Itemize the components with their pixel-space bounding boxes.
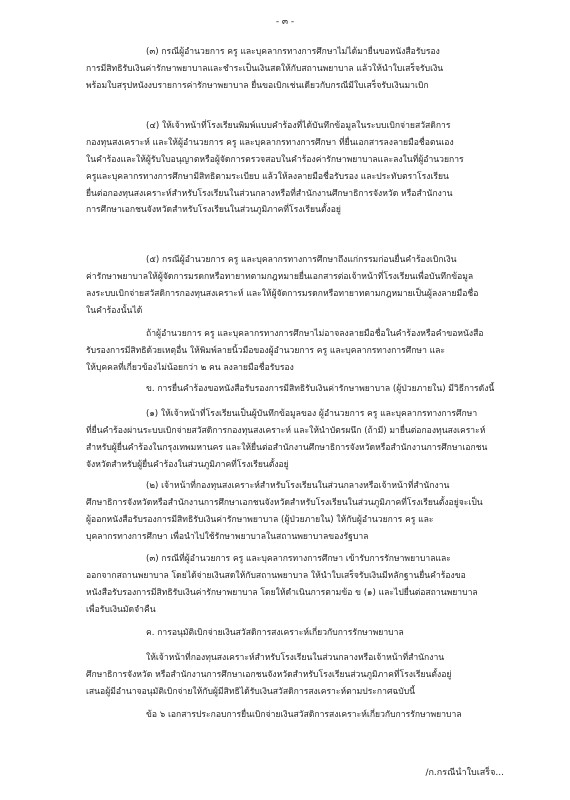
text-line: ในคำร้องและให้ผู้รับใบอนุญาตหรือผู้จัดการตรวจสอบในคำร้องค่ารักษาพยาบาลและลงในที่ผู้อำนวยการ: [86, 154, 464, 165]
paragraph-2: [86, 118, 506, 219]
text-line: ศึกษาธิการจังหวัด หรือสำนักงานการศึกษาเอกชนจังหวัดสำหรับโรงเรียนส่วนภูมิภาคที่โรงเรียนตั้งอยู่: [86, 669, 452, 680]
text-line: ยื่นต่อกองทุนสงเคราะห์สำหรับโรงเรียนในส่วนกลางหรือที่สำนักงานศึกษาธิการจังหวัด หรือสำนักงาน: [86, 188, 453, 199]
text-line: รับรองการมีสิทธิด้วยเหตุอื่น ให้พิมพ์ลายนิ้วมือของผู้อำนวยการ ครู และบุคลากรทางการศึกษา และ: [86, 345, 446, 356]
text-line: หนังสือรับรองการมีสิทธิรับเงินค่ารักษาพยาบาล โดยให้ดำเนินการตามข้อ ข (๑) และไปยื่นต่อสถานพยาบาล: [86, 587, 478, 598]
text-line: ลงระบบเบิกจ่ายสวัสดิการกองทุนสงเคราะห์ และให้ผู้จัดการมรดกหรือทายาทตามกฎหมายเป็นผู้ลงลายมือชื่อ: [86, 288, 479, 299]
text-line: พร้อมใบสรุปหนังงบรายการค่ารักษาพยาบาล ยื่นขอเบิกเช่นเดียวกับกรณีมีใบเสร็จรับเงินมาเบิก: [86, 80, 429, 91]
section-heading-c: [86, 625, 506, 642]
section-heading-b: [86, 381, 506, 398]
text-line: การมีสิทธิรับเงินค่ารักษาพยาบาลและชำระเป็นเงินสดให้กับสถานพยาบาล แล้วให้นำใบเสร็จรับเงิน: [86, 63, 444, 74]
text-line: ออกจากสถานพยาบาล โดยได้จ่ายเงินสดให้กับสถานพยาบาล ให้นำใบเสร็จรับเงินมีหลักฐานยื่นคำร้องขอ: [86, 570, 466, 581]
paragraph-3: [86, 252, 506, 320]
text-line: เพื่อรับเงินมัดจำคืน: [86, 604, 156, 615]
text-line: การศึกษาเอกชนจังหวัดสำหรับโรงเรียนในส่วนภูมิภาคที่โรงเรียนตั้งอยู่: [86, 205, 341, 216]
text-line: ศึกษาธิการจังหวัดหรือสำนักงานการศึกษาเอกชนจังหวัดสำหรับโรงเรียนในส่วนภูมิภาคที่โรงเรียนตั้งอยู่จะเป็น: [86, 497, 483, 508]
paragraph-b1: [86, 406, 506, 474]
text-line: สำหรับผู้ยื่นคำร้องในกรุงเทพมหานคร และให้ยื่นต่อสำนักงานศึกษาธิการจังหวัดหรือสำนักงานการศึกษาเอกชน: [86, 442, 488, 453]
text-line: ถ้าผู้อำนวยการ ครู และบุคลากรทางการศึกษาไม่อาจลงลายมือชื่อในคำร้องหรือคำขอหนังสือ: [146, 329, 484, 339]
text-line: ค. การอนุมัติเบิกจ่ายเงินสวัสดิการสงเคราะห์เกี่ยวกับการรักษาพยาบาล: [146, 628, 404, 638]
text-line: กองทุนสงเคราะห์ และให้ผู้อำนวยการ ครู และบุคลากรทางการศึกษา ที่ยื่นเอกสารลงลายมือชื่อตนเอง: [86, 137, 454, 148]
text-line: (๕) กรณีผู้อำนวยการ ครู และบุคลากรทางการศึกษาถึงแก่กรรมก่อนยื่นคำร้องเบิกเงิน: [146, 255, 457, 265]
text-line: (๑) ให้เจ้าหน้าที่โรงเรียนเป็นผู้บันทึกข้อมูลของ ผู้อำนวยการ ครู และบุคลากรทางการศึกษา: [146, 409, 478, 419]
text-line: ข้อ ๖ เอกสารประกอบการยื่นเบิกจ่ายเงินสวัสดิการสงเคราะห์เกี่ยวกับการรักษาพยาบาล: [146, 710, 462, 720]
paragraph-b2: [86, 478, 506, 546]
page-number: - ๓ -: [275, 17, 295, 27]
text-line: เสนอผู้มีอำนาจอนุมัติเบิกจ่ายให้กับผู้มีสิทธิได้รับเงินสวัสดิการสงเคราะห์ตามประกาศฉบับนี้: [86, 686, 416, 697]
text-line: (๔) ให้เจ้าหน้าที่โรงเรียนพิมพ์แบบคำร้องที่ได้บันทึกข้อมูลในระบบเบิกจ่ายสวัสดิการ: [146, 121, 451, 131]
paragraph-b3: [86, 551, 506, 619]
paragraph-4: [86, 326, 506, 377]
clause-6: [86, 707, 506, 724]
paragraph-1: [86, 44, 506, 95]
text-line: ค่ารักษาพยาบาลให้ผู้จัดการมรดกหรือทายาทตามกฎหมายยื่นเอกสารต่อเจ้าหน้าที่โรงเรียนเพื่อบันทึกข้อมูล: [86, 271, 474, 282]
text-line: บุคลากรทางการศึกษา เพื่อนำไปใช้รักษาพยาบาลในสถานพยาบาลของรัฐบาล: [86, 531, 369, 542]
text-line: (๓) กรณีที่ผู้อำนวยการ ครู และบุคลากรทางการศึกษา เข้ารับการรักษาพยาบาลและ: [146, 554, 451, 564]
text-line: ผู้ออกหนังสือรับรองการมีสิทธิรับเงินค่ารักษาพยาบาล (ผู้ป่วยภายใน) ให้กับผู้อำนวยการ ครู และ: [86, 514, 434, 525]
text-line: ครูและบุคลากรทางการศึกษามีสิทธิตามระเบียบ แล้วให้ลงลายมือชื่อรับรอง และประทับตราโรงเรียน: [86, 171, 449, 182]
paragraph-c: [86, 650, 506, 701]
text-line: ให้บุคคลที่เกี่ยวข้องไม่น้อยกว่า ๒ คน ลงลายมือชื่อรับรอง: [86, 362, 294, 373]
text-line: (๒) เจ้าหน้าที่กองทุนสงเคราะห์สำหรับโรงเรียนในส่วนกลางหรือเจ้าหน้าที่สำนักงาน: [146, 481, 450, 491]
continuation-note: /ก.กรณีนำใบเสร็จ...: [425, 768, 504, 778]
text-line: ให้เจ้าหน้าที่กองทุนสงเคราะห์สำหรับโรงเรียนในส่วนกลางหรือเจ้าหน้าที่สำนักงาน: [146, 653, 445, 663]
text-line: ในคำร้องนั้นได้: [86, 305, 143, 316]
text-line: ที่ยื่นคำร้องผ่านระบบเบิกจ่ายสวัสดิการกองทุนสงเคราะห์ และให้นำบัตรผนึก (ถ้ามี) มายื่นต่อกองทุนสงเคราะห์: [86, 425, 486, 436]
text-line: (๓) กรณีผู้อำนวยการ ครู และบุคลากรทางการศึกษาไม่ได้มายื่นขอหนังสือรับรอง: [146, 47, 440, 57]
text-line: ข. การยื่นคำร้องขอหนังสือรับรองการมีสิทธิรับเงินค่ารักษาพยาบาล (ผู้ป่วยภายใน) มีวิธีการดังนี้: [146, 384, 495, 394]
text-line: จังหวัดสำหรับผู้ยื่นคำร้องในส่วนภูมิภาคที่โรงเรียนตั้งอยู่: [86, 459, 289, 470]
